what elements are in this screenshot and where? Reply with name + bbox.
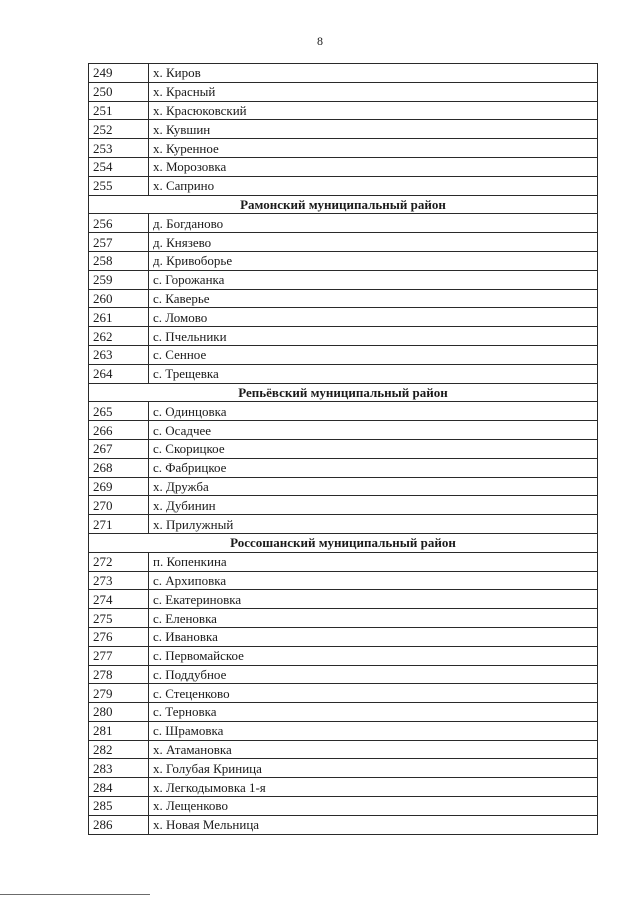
table-row xyxy=(89,270,598,289)
settlement-name: с. Стеценково xyxy=(149,684,598,703)
row-number: 277 xyxy=(89,646,149,665)
settlement-name: х. Саприно xyxy=(149,176,598,195)
table-row xyxy=(89,759,598,778)
settlement-name: х. Легкодымовка 1-я xyxy=(149,778,598,797)
settlement-name: х. Морозовка xyxy=(149,157,598,176)
row-number: 278 xyxy=(89,665,149,684)
table-row xyxy=(89,458,598,477)
row-number: 263 xyxy=(89,345,149,364)
table-row xyxy=(89,778,598,797)
settlement-name: х. Дубинин xyxy=(149,496,598,515)
settlement-name: с. Пчельники xyxy=(149,327,598,346)
row-number: 265 xyxy=(89,402,149,421)
section-title: Репьёвский муниципальный район xyxy=(89,383,598,402)
table-row xyxy=(89,665,598,684)
row-number: 280 xyxy=(89,703,149,722)
settlement-name: с. Скорицкое xyxy=(149,439,598,458)
settlement-name: с. Ивановка xyxy=(149,627,598,646)
settlement-name: с. Трещевка xyxy=(149,364,598,383)
settlement-name: х. Красюковский xyxy=(149,101,598,120)
settlement-name: с. Первомайское xyxy=(149,646,598,665)
settlement-name: д. Князево xyxy=(149,233,598,252)
table-row xyxy=(89,797,598,816)
settlement-name: с. Шрамовка xyxy=(149,721,598,740)
bottom-divider xyxy=(0,894,150,895)
table-row xyxy=(89,82,598,101)
settlement-name: д. Кривоборье xyxy=(149,251,598,270)
row-number: 284 xyxy=(89,778,149,797)
table-row xyxy=(89,477,598,496)
settlement-name: х. Киров xyxy=(149,64,598,83)
settlement-name: с. Фабрицкое xyxy=(149,458,598,477)
row-number: 266 xyxy=(89,421,149,440)
row-number: 283 xyxy=(89,759,149,778)
settlement-name: х. Дружба xyxy=(149,477,598,496)
table-row xyxy=(89,439,598,458)
settlement-name: с. Горожанка xyxy=(149,270,598,289)
table-row xyxy=(89,609,598,628)
row-number: 253 xyxy=(89,139,149,158)
settlement-name: х. Куренное xyxy=(149,139,598,158)
settlement-name: с. Архиповка xyxy=(149,571,598,590)
table-row xyxy=(89,627,598,646)
settlement-name: х. Атамановка xyxy=(149,740,598,759)
section-title: Россошанский муниципальный район xyxy=(89,533,598,552)
table-row xyxy=(89,345,598,364)
table-row xyxy=(89,120,598,139)
row-number: 252 xyxy=(89,120,149,139)
row-number: 259 xyxy=(89,270,149,289)
row-number: 272 xyxy=(89,552,149,571)
table-row xyxy=(89,233,598,252)
settlement-name: с. Екатериновка xyxy=(149,590,598,609)
table-row xyxy=(89,308,598,327)
row-number: 281 xyxy=(89,721,149,740)
table-row xyxy=(89,64,598,83)
settlement-name: х. Голубая Криница xyxy=(149,759,598,778)
row-number: 258 xyxy=(89,251,149,270)
settlement-name: с. Еленовка xyxy=(149,609,598,628)
row-number: 282 xyxy=(89,740,149,759)
row-number: 268 xyxy=(89,458,149,477)
section-header-row xyxy=(89,195,598,214)
settlements-table-body xyxy=(89,64,598,835)
settlement-name: х. Кувшин xyxy=(149,120,598,139)
settlement-name: д. Богданово xyxy=(149,214,598,233)
table-row xyxy=(89,402,598,421)
table-row xyxy=(89,421,598,440)
row-number: 274 xyxy=(89,590,149,609)
row-number: 276 xyxy=(89,627,149,646)
settlement-name: с. Терновка xyxy=(149,703,598,722)
table-row xyxy=(89,684,598,703)
settlement-name: х. Лещенково xyxy=(149,797,598,816)
section-title: Рамонский муниципальный район xyxy=(89,195,598,214)
page-number: 8 xyxy=(317,34,323,48)
table-row xyxy=(89,157,598,176)
row-number: 269 xyxy=(89,477,149,496)
table-row xyxy=(89,139,598,158)
row-number: 285 xyxy=(89,797,149,816)
row-number: 257 xyxy=(89,233,149,252)
settlement-name: п. Копенкина xyxy=(149,552,598,571)
settlement-name: с. Ломово xyxy=(149,308,598,327)
settlement-name: с. Осадчее xyxy=(149,421,598,440)
table-row xyxy=(89,364,598,383)
table-row xyxy=(89,721,598,740)
section-header-row xyxy=(89,533,598,552)
table-row xyxy=(89,590,598,609)
settlements-table xyxy=(88,63,598,835)
row-number: 264 xyxy=(89,364,149,383)
table-row xyxy=(89,327,598,346)
row-number: 262 xyxy=(89,327,149,346)
row-number: 249 xyxy=(89,64,149,83)
table-row xyxy=(89,176,598,195)
table-row xyxy=(89,496,598,515)
row-number: 251 xyxy=(89,101,149,120)
settlement-name: с. Каверье xyxy=(149,289,598,308)
table-row xyxy=(89,571,598,590)
section-header-row xyxy=(89,383,598,402)
row-number: 279 xyxy=(89,684,149,703)
table-row xyxy=(89,646,598,665)
table-row xyxy=(89,740,598,759)
row-number: 254 xyxy=(89,157,149,176)
settlement-name: х. Новая Мельница xyxy=(149,815,598,834)
table-row xyxy=(89,289,598,308)
row-number: 286 xyxy=(89,815,149,834)
table-row xyxy=(89,101,598,120)
table-row xyxy=(89,815,598,834)
table-row xyxy=(89,515,598,534)
settlement-name: х. Прилужный xyxy=(149,515,598,534)
row-number: 275 xyxy=(89,609,149,628)
table-row xyxy=(89,251,598,270)
row-number: 256 xyxy=(89,214,149,233)
row-number: 250 xyxy=(89,82,149,101)
row-number: 271 xyxy=(89,515,149,534)
table-row xyxy=(89,703,598,722)
table-row xyxy=(89,214,598,233)
settlement-name: х. Красный xyxy=(149,82,598,101)
table-row xyxy=(89,552,598,571)
row-number: 273 xyxy=(89,571,149,590)
settlement-name: с. Одинцовка xyxy=(149,402,598,421)
row-number: 261 xyxy=(89,308,149,327)
row-number: 255 xyxy=(89,176,149,195)
row-number: 260 xyxy=(89,289,149,308)
settlement-name: с. Поддубное xyxy=(149,665,598,684)
row-number: 270 xyxy=(89,496,149,515)
row-number: 267 xyxy=(89,439,149,458)
settlement-name: с. Сенное xyxy=(149,345,598,364)
